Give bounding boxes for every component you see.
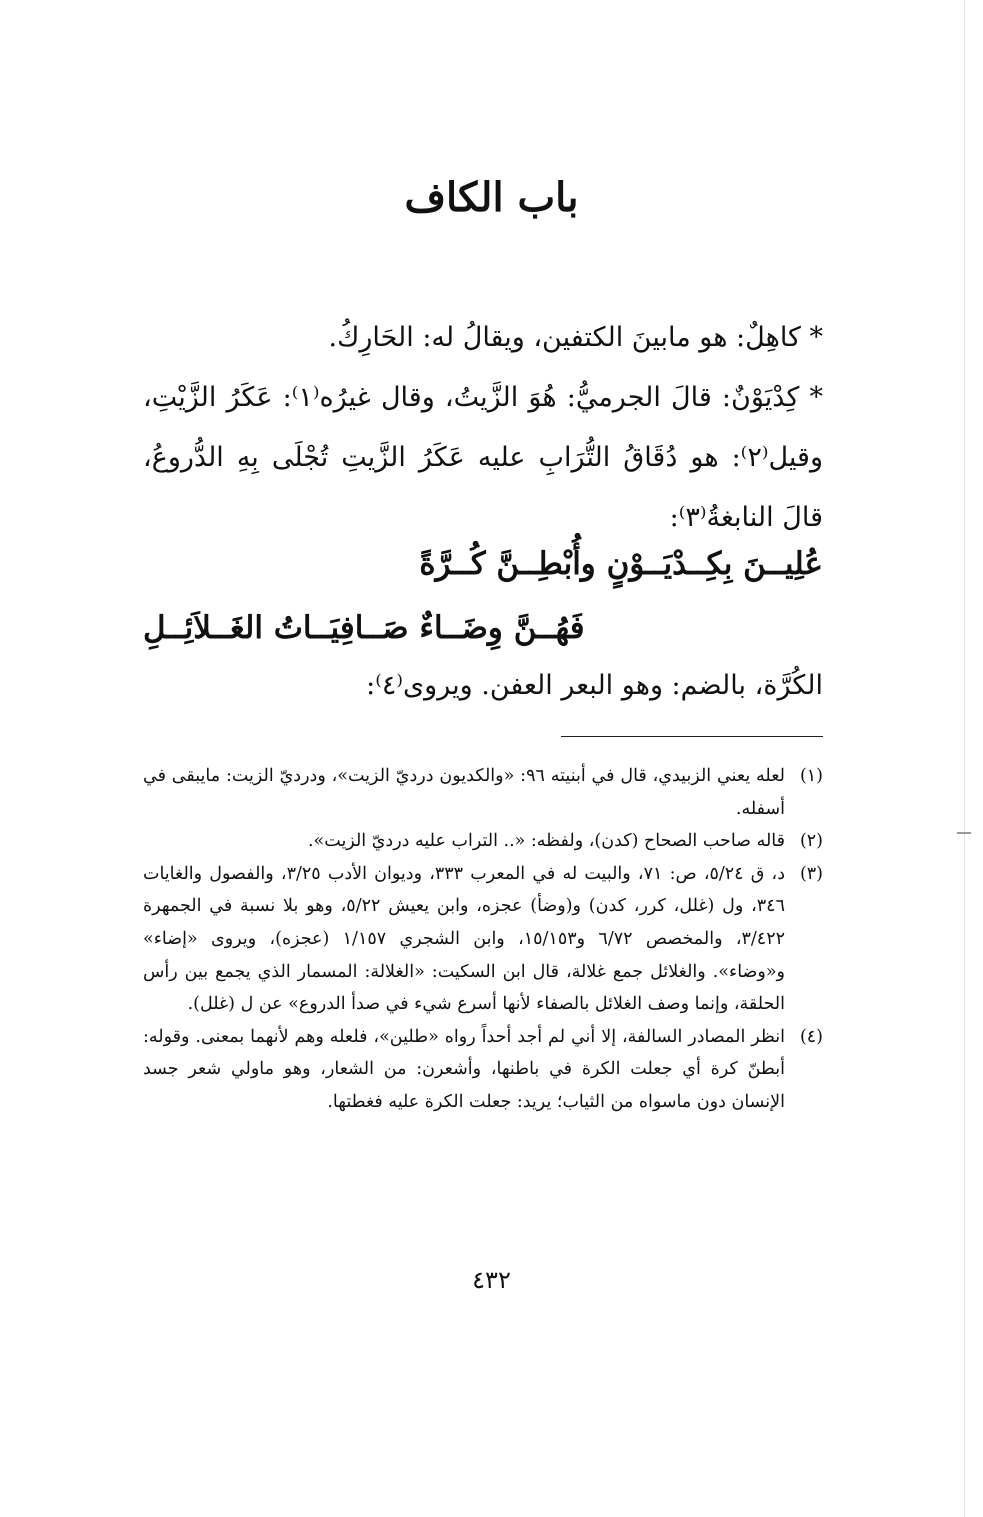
footnote-text: لعله يعني الزبيدي، قال في أبنيته ٩٦: «والكديون درديّ الزيت»، ودرديّ الزيت: مايبقى في أسفله. [143, 766, 785, 819]
footnote-1 [143, 760, 823, 825]
verse-first-hemistich: عُلِيــنَ بِكِــدْيَــوْنٍ وأُبْطِــنَّ كُــرَّةً [419, 546, 823, 582]
footnote-text: انظر المصادر السالفة، إلا أني لم أجد أحداً رواه «طلين»، فلعله وهم لأنهما بمعنى. وقوله: أبطنّ كرة أي جعلت الكرة في باطنها، وأشعرن: من الشعار، وهو ماولي شعر جسد الإنسان دون ماسواه من الثياب؛ يريد: جعلت الكرة عليه فغطتها. [143, 1026, 785, 1112]
footnote-number: (٣) [799, 863, 823, 884]
verse-commentary: الكُرَّة، بالضم: وهو البعر العفن. ويروى⁽٤⁾: [366, 670, 823, 701]
entry-kahil: * كاهِلٌ: هو مابينَ الكتفين، ويقالُ له: الحَارِكُ. [328, 322, 823, 353]
footnotes-list [143, 760, 823, 1119]
footnote-number: (٢) [799, 831, 823, 852]
footnote-text: د، ق ٥/٢٤، ص: ٧١، والبيت له في المعرب ٣٣٣، وديوان الأدب ٣/٢٥، والفصول والغايات ٣٤٦، ول (غلل، كرر، كدن) و(وضأ) عجزه، وابن يعيش ٥/٢٢، وهو بلا نسبة في الجمهرة ٣/٤٢٢، والمخصص ٦/٧٢ و١٥/١٥٣، وابن الشجري ١/١٥٧ (عجزه)، ويروى «إضاء» و«وضاء». والغلائل جمع غلالة، قال ابن السكيت: «الغلالة: المسمار الذي يجمع بين رأس الحلقة، وإنما وصف الغلائل بالصفاء لأنها أسرع شيء في صدأ الدروع» عن ل (غلل). [143, 863, 785, 1015]
entry-kidyawn: * كِدْيَوْنٌ: قالَ الجرميُّ: هُوَ الزَّيتُ، وقال غيرُه⁽١⁾: عَكَرُ الزَّيْتِ، وقيل⁽٢⁾: هو دُقَاقُ التُّرَابِ عليه عَكَرُ الزَّيتِ تُجْلَى بِهِ الدُّروعُ، قالَ النابغةُ⁽٣⁾: [143, 382, 823, 533]
footnote-3 [143, 858, 823, 1021]
footnote-number: (١) [799, 766, 823, 786]
scan-margin-mark [957, 832, 971, 834]
footnote-2 [143, 825, 823, 858]
verse-second-hemistich: فَهُــنَّ وِضَــاءٌ صَــافِيَــاتُ الغَــلاَئِــلِ [143, 610, 585, 646]
chapter-title: باب الكاف [404, 174, 579, 221]
footnote-number: (٤) [799, 1026, 823, 1047]
main-text [143, 308, 823, 548]
footnote-separator [561, 736, 823, 737]
footnote-text: قاله صاحب الصحاح (كدن)، ولفظه: «.. التراب عليه درديّ الزيت». [307, 831, 785, 852]
page-number: ٤٣٢ [472, 1266, 511, 1294]
footnote-4 [143, 1021, 823, 1119]
